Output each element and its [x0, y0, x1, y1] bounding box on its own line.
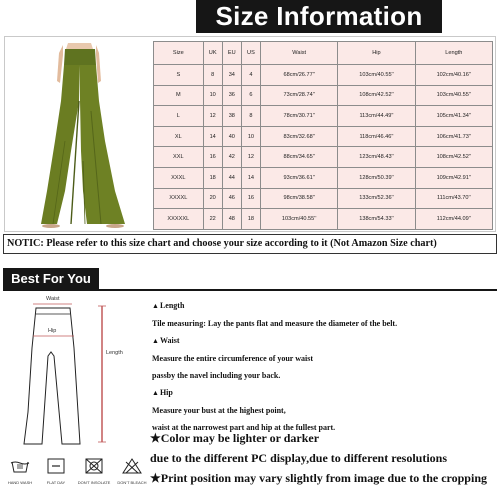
do-not-insolate-icon	[84, 458, 104, 474]
table-cell: 88cm/34.65''	[261, 147, 338, 168]
table-cell: 18	[241, 209, 260, 230]
hand-wash-icon	[10, 458, 30, 474]
column-header: Size	[154, 42, 204, 65]
table-cell: 123cm/48.43''	[338, 147, 415, 168]
table-cell: 108cm/42.52''	[338, 85, 415, 106]
table-cell: 103cm/40.55''	[415, 85, 492, 106]
table-row	[154, 147, 493, 168]
section-divider	[3, 289, 497, 291]
waist-instruction-1: Measure the entire circumference of your waist	[152, 354, 313, 363]
table-cell: 12	[241, 147, 260, 168]
table-cell: 48	[222, 209, 241, 230]
column-header: Waist	[261, 42, 338, 65]
table-cell: XXL	[154, 147, 204, 168]
column-header: Length	[415, 42, 492, 65]
table-cell: L	[154, 106, 204, 127]
table-cell: 20	[203, 188, 222, 209]
care-label: FLAT DAY	[46, 480, 66, 485]
table-cell: 16	[241, 188, 260, 209]
table-cell: 103cm/40.55''	[261, 209, 338, 230]
table-cell: 46	[222, 188, 241, 209]
table-cell: 105cm/41.34''	[415, 106, 492, 127]
care-dont-bleach	[112, 458, 152, 485]
table-cell: 34	[222, 65, 241, 86]
table-cell: 38	[222, 106, 241, 127]
table-cell: 10	[241, 126, 260, 147]
table-cell: M	[154, 85, 204, 106]
table-row	[154, 85, 493, 106]
waist-instruction-2: passby the navel including your back.	[152, 371, 281, 380]
color-note	[150, 428, 498, 448]
size-chart-table	[153, 41, 493, 230]
table-cell: 112cm/44.09''	[415, 209, 492, 230]
best-for-you-heading: Best For You	[3, 268, 99, 290]
flat-dry-icon	[46, 458, 66, 474]
star-icon: ★	[150, 431, 161, 445]
hip-heading: ▲ Hip	[152, 384, 497, 402]
table-cell: 22	[203, 209, 222, 230]
table-cell: 128cm/50.39''	[338, 167, 415, 188]
table-header-row	[154, 42, 493, 65]
column-header: EU	[222, 42, 241, 65]
table-row	[154, 167, 493, 188]
product-notes	[150, 428, 498, 488]
column-header: Hip	[338, 42, 415, 65]
table-cell: 83cm/32.68''	[261, 126, 338, 147]
table-cell: 12	[203, 106, 222, 127]
table-row	[154, 65, 493, 86]
table-cell: 6	[241, 85, 260, 106]
print-note	[150, 468, 498, 488]
display-note: due to the different PC display,due to different resolutions	[150, 451, 448, 465]
length-label: Length	[106, 350, 123, 356]
table-cell: 109cm/42.91''	[415, 167, 492, 188]
measurement-instructions	[152, 297, 497, 436]
care-dont-insolate	[74, 458, 114, 485]
table-cell: XXXL	[154, 167, 204, 188]
star-icon: ★	[150, 471, 161, 485]
do-not-bleach-icon	[122, 458, 142, 474]
table-row	[154, 188, 493, 209]
table-cell: 4	[241, 65, 260, 86]
waist-label: Waist	[46, 296, 60, 302]
waist-heading: ▲ Waist	[152, 332, 497, 350]
column-header: UK	[203, 42, 222, 65]
table-cell: 106cm/41.73''	[415, 126, 492, 147]
pants-outline-icon	[0, 292, 150, 457]
hip-instruction-2: waist at the narrowest part and hip at the fullest part.	[152, 423, 336, 432]
table-cell: 133cm/52.36''	[338, 188, 415, 209]
hip-label: Hip	[48, 328, 57, 334]
size-info-panel	[4, 36, 496, 232]
table-cell: 118cm/46.46''	[338, 126, 415, 147]
table-cell: 98cm/38.58''	[261, 188, 338, 209]
table-cell: XXXXXL	[154, 209, 204, 230]
table-cell: 8	[241, 106, 260, 127]
table-cell: 113cm/44.49''	[338, 106, 415, 127]
length-instruction: Tile measuring: Lay the pants flat and measure the diameter of the belt.	[152, 319, 398, 328]
care-hand-wash	[0, 458, 40, 485]
table-cell: 73cm/28.74''	[261, 85, 338, 106]
table-cell: 103cm/40.55''	[338, 65, 415, 86]
table-row	[154, 209, 493, 230]
table-cell: 8	[203, 65, 222, 86]
table-cell: 10	[203, 85, 222, 106]
table-cell: XL	[154, 126, 204, 147]
table-cell: 14	[241, 167, 260, 188]
table-cell: 44	[222, 167, 241, 188]
table-cell: 16	[203, 147, 222, 168]
table-cell: 93cm/36.61''	[261, 167, 338, 188]
table-cell: 14	[203, 126, 222, 147]
length-heading: ▲ Length	[152, 297, 497, 315]
care-label: DON'T INSOLATE	[77, 480, 111, 485]
care-flat-dry	[36, 458, 76, 485]
table-cell: 42	[222, 147, 241, 168]
table-cell: 36	[222, 85, 241, 106]
column-header: US	[241, 42, 260, 65]
size-chart-notice: NOTIC: Please refer to this size chart and choose your size according to it (Not Amazon Size chart)	[3, 234, 497, 254]
print-note-text: Print position may vary slightly from image due to the cropping	[160, 471, 487, 485]
product-photo	[35, 41, 135, 229]
table-cell: 111cm/43.70''	[415, 188, 492, 209]
table-row	[154, 126, 493, 147]
care-label: DON'T BLEACH	[117, 480, 147, 485]
table-cell: 78cm/30.71''	[261, 106, 338, 127]
table-row	[154, 106, 493, 127]
table-cell: 138cm/54.33''	[338, 209, 415, 230]
table-cell: XXXXL	[154, 188, 204, 209]
table-cell: 18	[203, 167, 222, 188]
table-cell: 68cm/26.77''	[261, 65, 338, 86]
table-cell: 108cm/42.52''	[415, 147, 492, 168]
page-title: Size Information	[196, 0, 442, 33]
table-cell: 102cm/40.16''	[415, 65, 492, 86]
measurement-diagram	[0, 292, 150, 452]
table-cell: 40	[222, 126, 241, 147]
color-note-text: Color may be lighter or darker	[160, 431, 320, 445]
hip-instruction-1: Measure your bust at the highest point,	[152, 406, 286, 415]
table-cell: S	[154, 65, 204, 86]
care-label: HAND WASH	[7, 480, 33, 485]
